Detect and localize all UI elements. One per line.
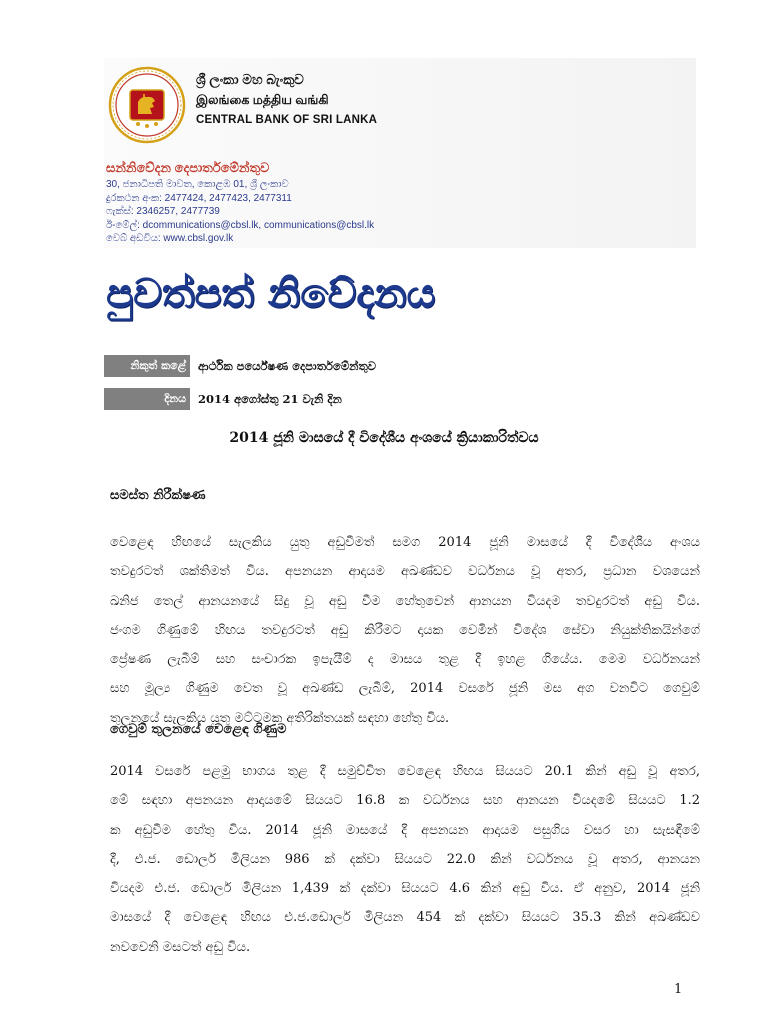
document-title: 2014 ජූනි මාසයේ දී විදේශීය අංශයේ ක්‍රියාකාරිත්වය — [229, 430, 539, 446]
fax-numbers: ෆැක්ස්: 2346257, 2477739 — [106, 206, 220, 217]
paragraph-line: මේ සඳහා අපනයන ආදායමේ සියයට 16.8 ක වර්ධනය සහ ආනයන වියදමේ සියයට 1.2 — [110, 793, 700, 809]
press-release-banner: පුවත්පත් නිවේදනය — [106, 271, 436, 317]
date-row — [104, 388, 342, 410]
paragraph-line: වියදම එ.ජ. ඩොලර් මිලියන 1,439 ක් දක්වා සියයට 4.6 කින් අඩු විය. ඒ අනුව, 2014 ජූනි — [110, 881, 700, 897]
paragraph-line: සහ මූල්‍ය ගිණුම වෙත වූ අඛණ්ඩ ලැබීම්, 2014 වසරේ ජූනි මස අග වනවිට ගෙවුම් — [110, 681, 700, 697]
paragraph-line: ක අඩුවීම හේතු විය. 2014 ජූනි මාසයේ දී අපනයන ආදායම පසුගිය වසර හා සැසඳීමේ — [110, 822, 700, 838]
paragraph-line: ඛනිජ තෙල් ආනයනයේ සිදු වූ අඩු වීම හේතුවෙන් ආනයන වියදම තවදුරටත් අඩු විය. — [110, 593, 700, 609]
bank-names — [196, 70, 377, 130]
bank-name-tamil: இலங்கை மத்திய வங்கி — [196, 93, 329, 107]
paragraph-line: ජංගම ගිණුමේ හිඟය තවදුරටත් අඩු කිරීමට දායක වෙමින් විදේශ සේවා නියුක්තිකයින්ගේ — [110, 622, 700, 638]
paragraph-overview — [110, 528, 700, 733]
paragraph-line: දී, එ.ජ. ඩොලර් මිලියන 986 ක් දක්වා සියයට 22.0 කින් වර්ධනය වූ අතර, ආනයන — [110, 851, 700, 867]
section-heading-trade-account: ගෙවුම් තුලනයේ වෙළෙඳ ගිණුම — [110, 722, 287, 737]
issued-by-label: නිකුත් කළේ — [104, 355, 190, 377]
phone-numbers: දුරකථන අංක: 2477424, 2477423, 2477311 — [106, 192, 292, 204]
paragraph-line: මාසයේ දී වෙළෙඳ හිඟය එ.ජ.ඩොලර් මිලියන 454 ක් දක්වා සියයට 35.3 කින් අඛණ්ඩව — [110, 910, 700, 926]
date-label: දිනය — [104, 388, 190, 410]
paragraph-line: ප්‍රේෂණ ලැබීම් සහ සංචාරක ඉපැයීම් ද මාසය තුළ දී ඉහළ ගියේය. මෙම වර්ධනයන් — [110, 652, 700, 668]
department-contact-block — [106, 160, 374, 246]
bank-name-english: CENTRAL BANK OF SRI LANKA — [196, 114, 378, 126]
page-number: 1 — [674, 982, 683, 997]
central-bank-seal-logo — [108, 66, 186, 144]
paragraph-trade-account — [110, 757, 700, 962]
section-heading-overview: සමස්ත නිරීක්ෂණ — [110, 488, 206, 503]
issued-by-value: ආර්ථික පර්යේෂණ දෙපාර්තමේන්තුව — [198, 358, 377, 373]
department-name: සන්නිවේදන දෙපාර්තමේන්තුව — [106, 160, 270, 175]
paragraph-line: තුලනයේ සැලකිය යුතු මට්ටමක අතිරික්තයක් සඳහා හේතු විය. — [110, 710, 450, 726]
website: වෙබ් අඩවිය: www.cbsl.gov.lk — [106, 233, 234, 244]
date-value: 2014 අගෝස්තු 21 වැනි දින — [198, 391, 342, 406]
issued-by-row — [104, 355, 376, 377]
paragraph-line: වෙළෙඳ හිඟයේ සැලකිය යුතු අඩුවීමත් සමග 2014 ජූනි මාසයේ දී විදේශීය අංශය — [110, 535, 700, 550]
paragraph-line: නවවෙනි මසටත් අඩු විය. — [110, 939, 251, 955]
bank-name-sinhala: ශ්‍රී ලංකා මහ බැංකුව — [196, 72, 304, 87]
email-addresses: ඊ-මේල්: dcommunications@cbsl.lk, communications@cbsl.lk — [106, 219, 375, 231]
address: 30, ජනාධිපති මාවත, කොළඹ 01, ශ්‍රී ලංකාව — [106, 179, 289, 190]
paragraph-line: 2014 වසරේ පළමු භාගය තුළ දී සමුච්චිත වෙළෙඳ හිඟය සියයට 20.1 කින් අඩු වූ අතර, — [110, 764, 700, 779]
paragraph-line: තවදුරටත් ශක්තිමත් විය. අපනයන ආදායම අඛණ්ඩව වර්ධනය වූ අතර, ප්‍රධාන වශයෙන් — [110, 564, 700, 580]
